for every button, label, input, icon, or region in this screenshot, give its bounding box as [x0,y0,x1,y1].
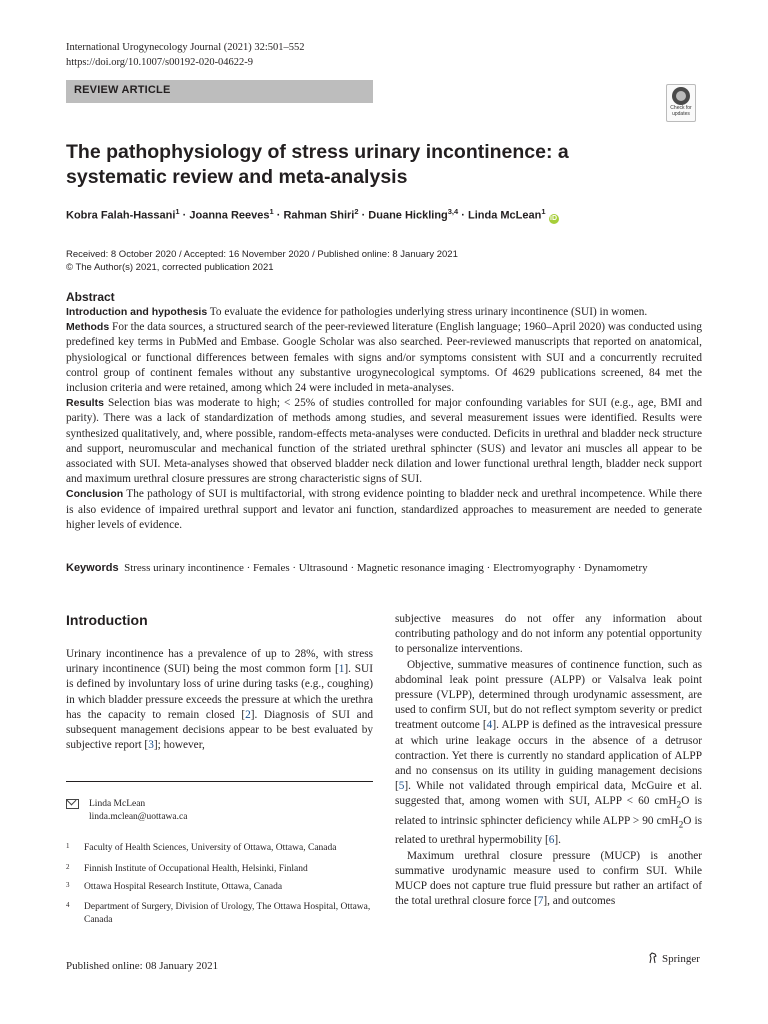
article-title: The pathophysiology of stress urinary incontinence: a systematic review and meta-analysis [66,141,569,188]
corresponding-author [66,798,187,824]
keywords-line [66,562,706,574]
citation-link[interactable]: 3 [148,739,154,752]
contact-email[interactable]: linda.mclean@uottawa.ca [89,812,188,822]
introduction-right-column [395,612,702,909]
introduction-left-column [66,647,373,753]
crossmark-icon [672,87,690,105]
keywords-text: Stress urinary incontinence · Females · Ultrasound · Magnetic resonance imaging · Electromyography · Dynamometry [124,562,648,574]
article-type-label: REVIEW ARTICLE [74,84,171,96]
springer-horse-icon [648,952,658,964]
citation-link[interactable]: 4 [486,719,493,732]
publisher-logo [648,952,700,965]
copyright-line: © The Author(s) 2021, corrected publication 2021 [66,262,274,273]
author-name[interactable]: Kobra Falah-Hassani [66,209,176,222]
affiliation-number: 4 [66,901,70,909]
author-affiliation-ref: 1 [541,207,546,216]
introduction-heading: Introduction [66,612,148,628]
contact-name: Linda McLean [89,799,146,809]
citation-link[interactable]: 7 [537,895,544,908]
affiliation-number: 3 [66,881,70,889]
author-list: Kobra Falah-Hassani$^1$ · Joanna Reeves$^1$ · Rahman Shiri$^2$ · Duane Hickling$^{3,4}$ · Linda McLean$^1$iD [66,207,557,222]
abstract-results-text: Selection bias was moderate to high; < 25% of studies controlled for major confounding variables for SUI (e.g., age, BMI and parity). There was a lack of standardization of methods among studies, and several measurement issues were identified. Results were synthesized qualitatively, and, where possible, random-effects meta-analyses were conducted. Deficits in urethral and bladder neck structure and support, neuromuscular and mechanical function of the striated urethral sphincter (SUS) and levator ani muscles all appear to be associated with SUI. Meta-analyses showed that observed bladder neck dilation and lower functional urethral length, bladder neck support and maximum urethral closure pressures are strong characteristic signs of SUI. [66,397,703,486]
intro-paragraph: Objective, summative measures of continence function, such as abdominal leak point pressure (ALPP) or Valsalva leak point pressure (VLPP), determined through urodynamic assessment, are used to confirm SUI, but do not reflect symptom severity or predict treatment outcome [4]. ALPP is defined as the intravesical pressure at which urine leakage occurs in the absence of a detrusor contraction. Yet there is currently no standard application of ALPP and no consensus on its utility in guiding management decisions [5]. While not validated through empirical data, McGuire et al. suggested that, among women with SUI, ALPP < 60 cmH$_2$O is related to intrinsic sphincter deficiency while ALPP > 90 cmH$_2$O is related to urethral hypermobility [6]. [395,658,702,847]
envelope-icon [66,799,79,809]
doi-link[interactable]: https://doi.org/10.1007/s00192-020-04622-9 [66,57,254,68]
citation-link[interactable]: 1 [338,663,345,676]
abstract-conclusion-label: Conclusion [66,488,124,501]
affiliation-text: Ottawa Hospital Research Institute, Ottawa, Canada [84,882,283,892]
affiliation-text: Finnish Institute of Occupational Health, Helsinki, Finland [84,864,308,874]
abstract-body [66,305,702,533]
keywords-label: Keywords [66,562,119,574]
received-accepted-line: Received: 8 October 2020 / Accepted: 16 November 2020 / Published online: 8 January 2021 [66,249,458,260]
abstract-conclusion-text: The pathology of SUI is multifactorial, with strong evidence pointing to bladder neck and urethral incompetence. While there is also evidence of impaired urethral support and levator ani function, standardized approaches to measurement are needed to generate higher levels of evidence. [66,488,702,531]
check-for-updates-badge[interactable] [666,84,696,122]
citation-link[interactable]: 2 [245,708,251,721]
author-name[interactable]: Duane Hickling [368,209,448,222]
affiliation-text: Faculty of Health Sciences, University of Ottawa, Ottawa, Canada [84,843,337,853]
orcid-icon[interactable]: iD [550,214,557,222]
footnote-divider [66,781,373,782]
intro-paragraph: Maximum urethral closure pressure (MUCP) is another summative urodynamic measure used to confirm SUI. While MUCP does not capture true fluid pressure but rather an artifact of the total urethral closure force [7], and outcomes [395,849,702,908]
abstract-methods-text: For the data sources, a structured search of the peer-reviewed literature (English language; 1960–April 2020) was conducted using predefined key terms in PubMed and Embase. Google Scholar was also searched. Peer-reviewed manuscripts that reported on anatomical, physiological or functional differences between females with signs and/or symptoms consistent with SUI and a concurrently recruited control group of continent females without any substantive urogynecological symptoms. Of 4629 publications screened, 84 met the inclusion criteria and were retained, among which 24 were included in meta-analyses. [66,321,702,395]
intro-paragraph: subjective measures do not offer any information about contributing pathology and do not inform any potential opportunity to personalize interventions. [395,613,702,656]
affiliation-number: 1 [66,842,70,850]
abstract-methods-label: Methods [66,321,110,334]
citation-link[interactable]: 5 [398,780,405,793]
abstract-results-label: Results [66,397,104,410]
published-online-footer: Published online: 08 January 2021 [66,960,219,972]
abstract-heading: Abstract [66,290,115,304]
check-for-updates-label: Check for updates [670,105,692,117]
publication-dates [66,248,458,274]
intro-paragraph: Urinary incontinence has a prevalence of up to 28%, with stress urinary incontinence (SUI) being the most common form [1]. SUI is defined by involuntary loss of urine during tasks (e.g., coughing) in which bladder pressure exceeds the pressure at which the urethra has the capacity to remain closed [2]. Diagnosis of SUI and subsequent management decisions appear to be best evaluated by subjective report [3]; however, [66,648,373,752]
author-affiliation-ref: 1 [269,207,274,216]
author-name[interactable]: Rahman Shiri [283,209,355,222]
author-name[interactable]: Joanna Reeves [189,209,270,222]
journal-citation: International Urogynecology Journal (2021) 32:501–552 [66,42,305,53]
author-affiliation-ref: 3,4 [447,207,459,216]
journal-header [66,40,305,70]
abstract-intro-text: To evaluate the evidence for pathologies underlying stress urinary incontinence (SUI) in women. [209,306,648,318]
article-type-banner [66,80,373,103]
author-affiliation-ref: 2 [354,207,359,216]
affiliation-text: Department of Surgery, Division of Urology, The Ottawa Hospital, Ottawa, Canada [84,902,371,925]
abstract-intro-label: Introduction and hypothesis [66,306,208,318]
author-name[interactable]: Linda McLean [467,209,542,222]
citation-link[interactable]: 6 [548,834,555,847]
affiliation-number: 2 [66,863,70,871]
publisher-name: Springer [662,953,700,965]
author-affiliation-ref: 1 [175,207,180,216]
